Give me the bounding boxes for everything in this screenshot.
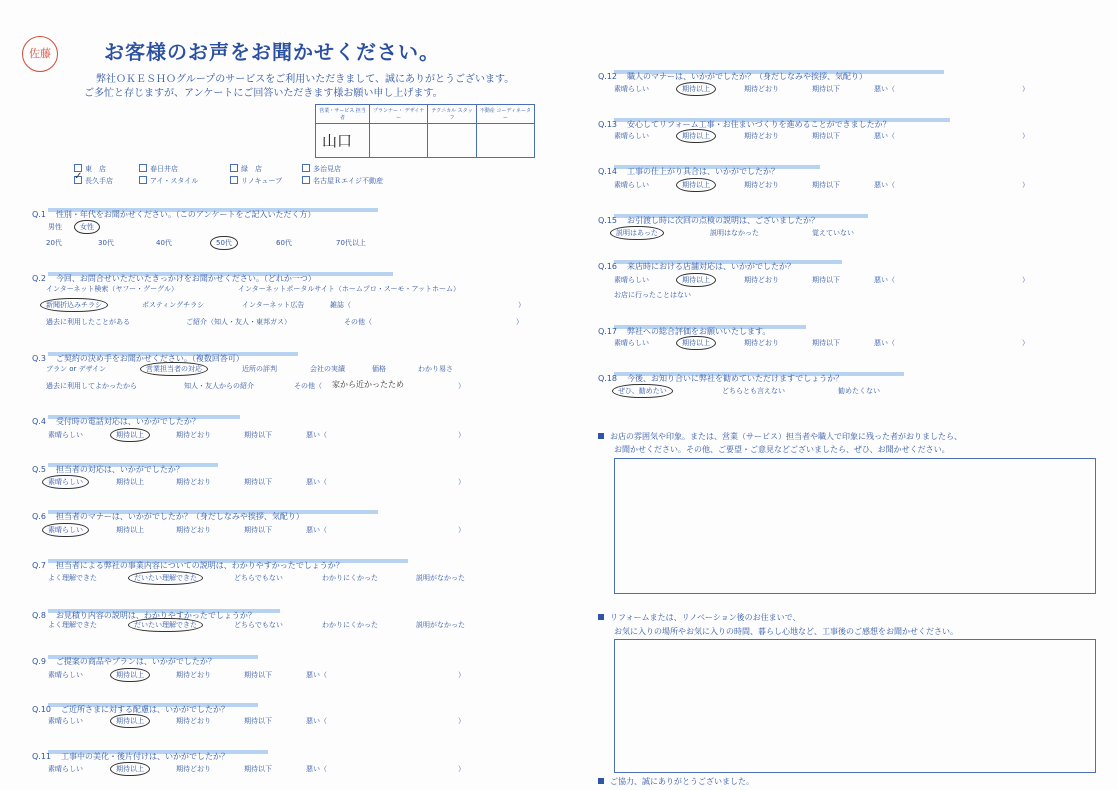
option[interactable]: 悪い（ bbox=[874, 276, 895, 284]
option[interactable]: インターネット広告 bbox=[242, 301, 305, 309]
staff-header-technical: テクニカル スタッフ bbox=[428, 105, 476, 124]
option[interactable]: 期待どおり bbox=[176, 431, 211, 439]
option[interactable]: 30代 bbox=[98, 239, 114, 247]
option[interactable]: 素晴らしい bbox=[614, 85, 649, 93]
option-circled[interactable]: 素晴らしい bbox=[42, 523, 89, 537]
option-circled[interactable]: ぜひ、勧めたい bbox=[612, 384, 673, 398]
square-bullet-icon bbox=[598, 614, 604, 620]
question-q6: Q.6 担当者のマナーは、いかがでしたか？（身だしなみや挨拶、気配り） bbox=[32, 512, 304, 521]
intro-line-2: ご多忙と存じますが、アンケートにご回答いただきます様お願い申し上げます。 bbox=[84, 88, 443, 99]
option[interactable]: よく理解できた bbox=[48, 621, 97, 629]
option[interactable]: 期待どおり bbox=[176, 717, 211, 725]
option[interactable]: 期待以下 bbox=[244, 526, 272, 534]
option[interactable]: 素晴らしい bbox=[48, 431, 83, 439]
option[interactable]: 期待以下 bbox=[244, 431, 272, 439]
staff-cell-empty bbox=[428, 124, 476, 158]
option[interactable]: 素晴らしい bbox=[614, 339, 649, 347]
option[interactable]: 過去に利用したことがある bbox=[46, 318, 130, 326]
option[interactable]: 説明がなかった bbox=[416, 621, 465, 629]
checkbox[interactable] bbox=[230, 164, 238, 172]
paren-close: ） bbox=[458, 717, 465, 725]
option[interactable]: 勧めたくない bbox=[838, 387, 880, 395]
checkbox[interactable] bbox=[139, 176, 147, 184]
staff-header-sales: 営業・サービス 担当者 bbox=[316, 105, 370, 124]
staff-header-planner: プランナー・ デザイナー bbox=[369, 105, 427, 124]
option[interactable]: 期待どおり bbox=[176, 765, 211, 773]
paren-close: ） bbox=[516, 318, 523, 326]
seal-stamp: 佐藤 bbox=[22, 36, 58, 72]
option[interactable]: インターネットポータルサイト（ホームプロ・スーモ・アットホーム） bbox=[238, 285, 461, 293]
option[interactable]: よく理解できた bbox=[48, 574, 97, 582]
question-q11: Q.11 工事中の美化・後片付けは、いかがでしたか？ bbox=[32, 752, 230, 761]
option[interactable]: ご紹介（知人・友人・東邦ガス） bbox=[186, 318, 291, 326]
option-circled[interactable]: だいたい理解できた bbox=[128, 571, 203, 585]
option[interactable]: 悪い（ bbox=[306, 431, 327, 439]
store-option[interactable]: 春日井店 bbox=[139, 164, 178, 174]
option[interactable]: 期待以下 bbox=[812, 132, 840, 140]
option-circled[interactable]: 素晴らしい bbox=[42, 475, 89, 489]
option[interactable]: わかりにくかった bbox=[322, 574, 378, 582]
option[interactable]: 近所の評判 bbox=[242, 365, 277, 373]
staff-cell-empty bbox=[369, 124, 427, 158]
option[interactable]: 期待以下 bbox=[812, 181, 840, 189]
paren-close: ） bbox=[1022, 276, 1029, 284]
option[interactable]: 知人・友人からの紹介 bbox=[184, 382, 254, 390]
option[interactable]: 素晴らしい bbox=[48, 671, 83, 679]
option-circled[interactable]: 期待以上 bbox=[110, 714, 150, 728]
option[interactable]: その他（ bbox=[344, 318, 372, 326]
question-q5: Q.5 担当者の対応は、いかがでしたか？ bbox=[32, 465, 184, 474]
option-circled[interactable]: 説明はあった bbox=[610, 226, 664, 240]
option-circled[interactable]: 期待以上 bbox=[110, 428, 150, 442]
question-q3: Q.3 ご契約の決め手をお聞かせください。（複数回答可） bbox=[32, 354, 244, 363]
option[interactable]: 過去に利用してよかったから bbox=[46, 382, 137, 390]
staff-table bbox=[315, 104, 535, 158]
option[interactable]: わかりにくかった bbox=[322, 621, 378, 629]
square-bullet-icon bbox=[598, 433, 604, 439]
option-circled[interactable]: 営業担当者の対応 bbox=[140, 362, 208, 376]
option[interactable]: お店に行ったことはない bbox=[614, 291, 691, 299]
option-circled[interactable]: 期待以上 bbox=[676, 336, 716, 350]
option[interactable]: 悪い（ bbox=[874, 85, 895, 93]
option[interactable]: インターネット検索（ヤフー・グーグル） bbox=[46, 285, 178, 293]
option-circled[interactable]: 期待以上 bbox=[676, 129, 716, 143]
option[interactable]: 期待以下 bbox=[244, 765, 272, 773]
paren-close: ） bbox=[1022, 85, 1029, 93]
option[interactable]: 会社の実績 bbox=[310, 365, 345, 373]
option[interactable]: 40代 bbox=[156, 239, 172, 247]
option[interactable]: どちらとも言えない bbox=[722, 387, 785, 395]
store-option[interactable]: 緑 店 bbox=[230, 164, 262, 174]
option[interactable]: 素晴らしい bbox=[48, 717, 83, 725]
option[interactable]: その他（ bbox=[294, 382, 322, 390]
paren-close: ） bbox=[518, 301, 525, 309]
thanks-text: ご協力、誠にありがとうございました。 bbox=[598, 776, 754, 787]
option-circled[interactable]: だいたい理解できた bbox=[128, 618, 203, 632]
question-q14: Q.14 工事の仕上がり具合は、いかがでしたか？ bbox=[598, 167, 780, 176]
option[interactable]: 期待以下 bbox=[244, 717, 272, 725]
page-title: お客様のお声をお聞かせください。 bbox=[104, 40, 440, 64]
option[interactable]: 期待以下 bbox=[812, 276, 840, 284]
option[interactable]: 素晴らしい bbox=[614, 276, 649, 284]
store-option[interactable]: アイ・スタイル bbox=[139, 176, 198, 186]
checkbox[interactable] bbox=[139, 164, 147, 172]
staff-name-handwritten: 山口 bbox=[316, 124, 370, 158]
store-option[interactable]: リノキューブ bbox=[230, 176, 282, 186]
option[interactable]: 悪い（ bbox=[306, 671, 327, 679]
option[interactable]: 期待どおり bbox=[744, 276, 779, 284]
paren-close: ） bbox=[458, 431, 465, 439]
option[interactable]: 期待どおり bbox=[744, 339, 779, 347]
question-q1: Q.1 性別・年代をお聞かせください。（このアンケートをご記入いただく方） bbox=[32, 210, 316, 219]
intro-line-1: 弊社ＯＫＥＳＨＯグループのサービスをご利用いただきまして、誠にありがとうございます。 bbox=[96, 74, 515, 85]
paren-close: ） bbox=[1022, 181, 1029, 189]
option[interactable]: 期待以上 bbox=[116, 478, 144, 486]
paren-close: ） bbox=[458, 765, 465, 773]
option[interactable]: 説明がなかった bbox=[416, 574, 465, 582]
option[interactable]: 素晴らしい bbox=[614, 181, 649, 189]
option[interactable]: どちらでもない bbox=[234, 621, 283, 629]
option[interactable]: 60代 bbox=[276, 239, 292, 247]
option[interactable]: 男性 bbox=[48, 223, 62, 231]
checkbox[interactable] bbox=[230, 176, 238, 184]
option[interactable]: 期待以下 bbox=[812, 339, 840, 347]
checkbox[interactable] bbox=[302, 176, 310, 184]
option[interactable]: どちらでもない bbox=[234, 574, 283, 582]
question-q8: Q.8 お見積り内容の説明は、わかりやすかったでしょうか？ bbox=[32, 611, 256, 620]
option[interactable]: わかり易さ bbox=[418, 365, 453, 373]
paren-close: ） bbox=[1022, 132, 1029, 140]
option-circled[interactable]: 期待以上 bbox=[676, 178, 716, 192]
comment-prompt-2: リフォームまたは、リノベーション後のお住まいで、 bbox=[598, 612, 800, 623]
option[interactable]: 期待どおり bbox=[744, 132, 779, 140]
option[interactable]: 悪い（ bbox=[306, 717, 327, 725]
option[interactable]: 期待どおり bbox=[744, 85, 779, 93]
option[interactable]: 期待以下 bbox=[244, 478, 272, 486]
option[interactable]: 悪い（ bbox=[874, 181, 895, 189]
question-q4: Q.4 受付時の電話対応は、いかがでしたか？ bbox=[32, 417, 200, 426]
question-q12: Q.12 職人のマナーは、いかがでしたか？（身だしなみや挨拶、気配り） bbox=[598, 72, 868, 81]
option[interactable]: 悪い（ bbox=[306, 526, 327, 534]
paren-close: ） bbox=[458, 526, 465, 534]
option[interactable]: プラン or デザイン bbox=[46, 365, 107, 373]
option-circled[interactable]: 期待以上 bbox=[676, 82, 716, 96]
handwritten-answer: 家から近かったため bbox=[332, 380, 404, 389]
question-q7: Q.7 担当者による弊社の事業内容についての説明は、わかりやすかったでしょうか？ bbox=[32, 561, 344, 570]
checkbox-checked[interactable] bbox=[74, 176, 82, 184]
option[interactable]: 期待以下 bbox=[244, 671, 272, 679]
paren-close: ） bbox=[1022, 339, 1029, 347]
option[interactable]: 説明はなかった bbox=[710, 229, 759, 237]
option[interactable]: 素晴らしい bbox=[614, 132, 649, 140]
option[interactable]: 期待どおり bbox=[176, 478, 211, 486]
option-circled[interactable]: 50代 bbox=[210, 236, 238, 250]
option[interactable]: 悪い（ bbox=[874, 339, 895, 347]
option[interactable]: 期待どおり bbox=[744, 181, 779, 189]
paren-close: ） bbox=[458, 478, 465, 486]
option[interactable]: 70代以上 bbox=[336, 239, 366, 247]
paren-close: ） bbox=[458, 382, 465, 390]
option[interactable]: 悪い（ bbox=[874, 132, 895, 140]
checkbox[interactable] bbox=[302, 164, 310, 172]
option[interactable]: 期待どおり bbox=[176, 526, 211, 534]
option[interactable]: 悪い（ bbox=[306, 765, 327, 773]
paren-close: ） bbox=[458, 671, 465, 679]
staff-cell-empty bbox=[476, 124, 534, 158]
comment-box-2[interactable] bbox=[614, 639, 1096, 773]
option[interactable]: 期待以上 bbox=[116, 526, 144, 534]
question-q13: Q.13 安心してリフォーム工事・お住まいづくりを進めることができましたか？ bbox=[598, 120, 891, 129]
store-option[interactable]: 多治見店 bbox=[302, 164, 341, 174]
option[interactable]: 期待以下 bbox=[812, 85, 840, 93]
option-circled[interactable]: 期待以上 bbox=[110, 668, 150, 682]
staff-header-realestate: 不動産 コーディネーター bbox=[476, 105, 534, 124]
option[interactable]: 悪い（ bbox=[306, 478, 327, 486]
comment-prompt-1-line2: お聞かせください。その他、ご要望・ご意見などございましたら、ぜひ、お聞かせください。 bbox=[614, 445, 950, 454]
option[interactable]: 価格 bbox=[372, 365, 386, 373]
option[interactable]: 20代 bbox=[46, 239, 62, 247]
comment-prompt-1: お店の雰囲気や印象。または、営業（サービス）担当者や職人で印象に残った者がおりましたら、 bbox=[598, 431, 962, 442]
question-q16: Q.16 来店時における店舗対応は、いかがでしたか？ bbox=[598, 262, 796, 271]
comment-box-1[interactable] bbox=[614, 458, 1096, 594]
question-q2: Q.2 今回、お問合せいただいたきっかけをお聞かせください。（どれか一つ） bbox=[32, 274, 316, 283]
question-q18: Q.18 今後、お知り合いに弊社を勧めていただけますでしょうか？ bbox=[598, 374, 844, 383]
option[interactable]: 覚えていない bbox=[812, 229, 854, 237]
question-q17: Q.17 弊社への総合評価をお願いいたします。 bbox=[598, 327, 771, 336]
option-circled[interactable]: 期待以上 bbox=[110, 762, 150, 776]
option-circled[interactable]: 女性 bbox=[74, 220, 100, 234]
store-option[interactable]: 名古屋Ｒエイジ不動産 bbox=[302, 176, 383, 186]
store-option[interactable]: 東 店 bbox=[74, 164, 106, 174]
question-q15: Q.15 お引渡し時に次回の点検の説明は、ございましたか？ bbox=[598, 216, 820, 225]
comment-prompt-2-line2: お気に入りの場所やお気に入りの時間、暮らし心地など、工事後のご感想をお聞かせください。 bbox=[614, 627, 958, 636]
option-circled[interactable]: 新聞折込みチラシ bbox=[40, 298, 108, 312]
question-q9: Q.9 ご提案の商品やプランは、いかがでしたか？ bbox=[32, 657, 216, 666]
store-option[interactable]: ✓長久手店 bbox=[74, 176, 113, 186]
square-bullet-icon bbox=[598, 778, 604, 784]
option[interactable]: 期待どおり bbox=[176, 671, 211, 679]
option-circled[interactable]: 期待以上 bbox=[676, 273, 716, 287]
option[interactable]: 素晴らしい bbox=[48, 765, 83, 773]
option[interactable]: 雑誌（ bbox=[330, 301, 351, 309]
question-q10: Q.10 ご近所さまに対する配慮は、いかがでしたか？ bbox=[32, 705, 230, 714]
option[interactable]: ポスティングチラシ bbox=[142, 301, 205, 309]
